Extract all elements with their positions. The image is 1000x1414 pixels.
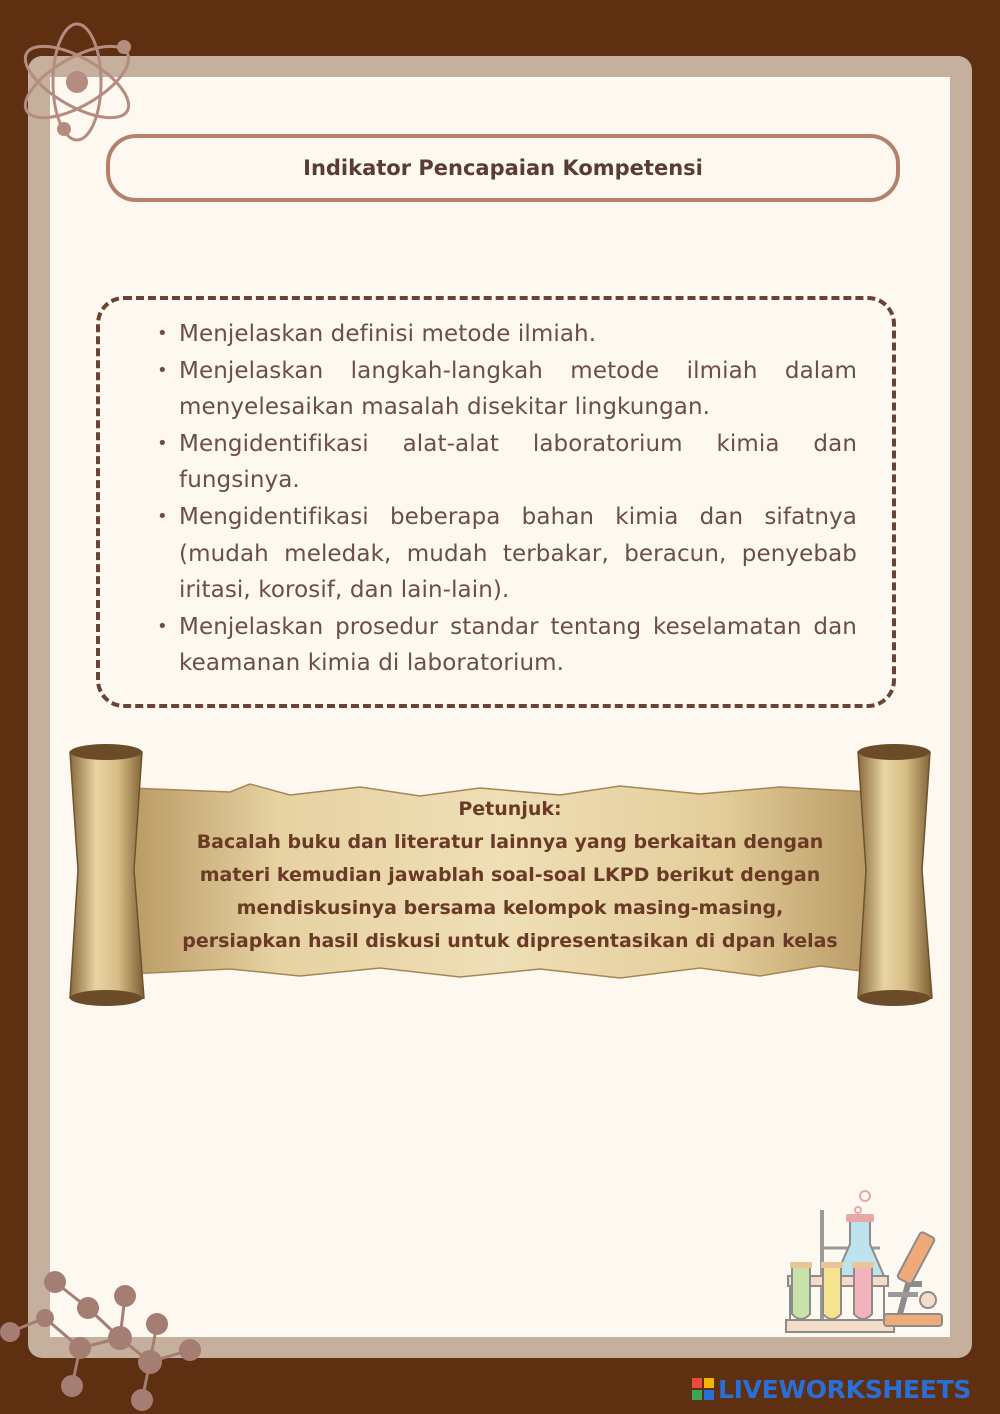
instructions-line: materi kemudian jawablah soal-soal LKPD berikut dengan xyxy=(199,864,821,886)
logo-square xyxy=(704,1390,714,1400)
page-title: Indikator Pencapaian Kompetensi xyxy=(303,156,703,180)
indicator-item: • Menjelaskan definisi metode ilmiah. xyxy=(157,316,857,353)
instructions-line: Bacalah buku dan literatur lainnya yang berkaitan dengan xyxy=(196,831,824,853)
indicator-list xyxy=(157,316,857,682)
indicator-item: • Menjelaskan langkah-langkah metode ilmiah dalam menyelesaikan masalah disekitar lingkungan. xyxy=(157,353,857,426)
logo-square xyxy=(692,1390,702,1400)
molecule-icon xyxy=(0,1260,220,1414)
indicator-item: • Menjelaskan prosedur standar tentang keselamatan dan keamanan kimia di laboratorium. xyxy=(157,609,857,682)
indicator-item: • Mengidentifikasi beberapa bahan kimia dan sifatnya (mudah meledak, mudah terbakar, beracun, penyebab iritasi, korosif, dan lain-lain). xyxy=(157,499,857,609)
lab-equipment-icon xyxy=(780,1188,950,1338)
atom-icon xyxy=(12,20,142,145)
instructions xyxy=(160,793,860,958)
logo-square xyxy=(692,1378,702,1388)
title-banner xyxy=(106,134,900,202)
indicator-item: • Mengidentifikasi alat-alat laboratorium kimia dan fungsinya. xyxy=(157,426,857,499)
instructions-heading: Petunjuk: xyxy=(458,798,562,820)
liveworksheets-logo xyxy=(692,1372,971,1406)
instructions-line: mendiskusinya bersama kelompok masing-masing, xyxy=(236,897,784,919)
brand-name: LIVEWORKSHEETS xyxy=(718,1374,972,1404)
instructions-line: persiapkan hasil diskusi untuk dipresentasikan di dpan kelas xyxy=(182,930,838,952)
logo-mark-icon xyxy=(692,1378,714,1400)
logo-square xyxy=(704,1378,714,1388)
